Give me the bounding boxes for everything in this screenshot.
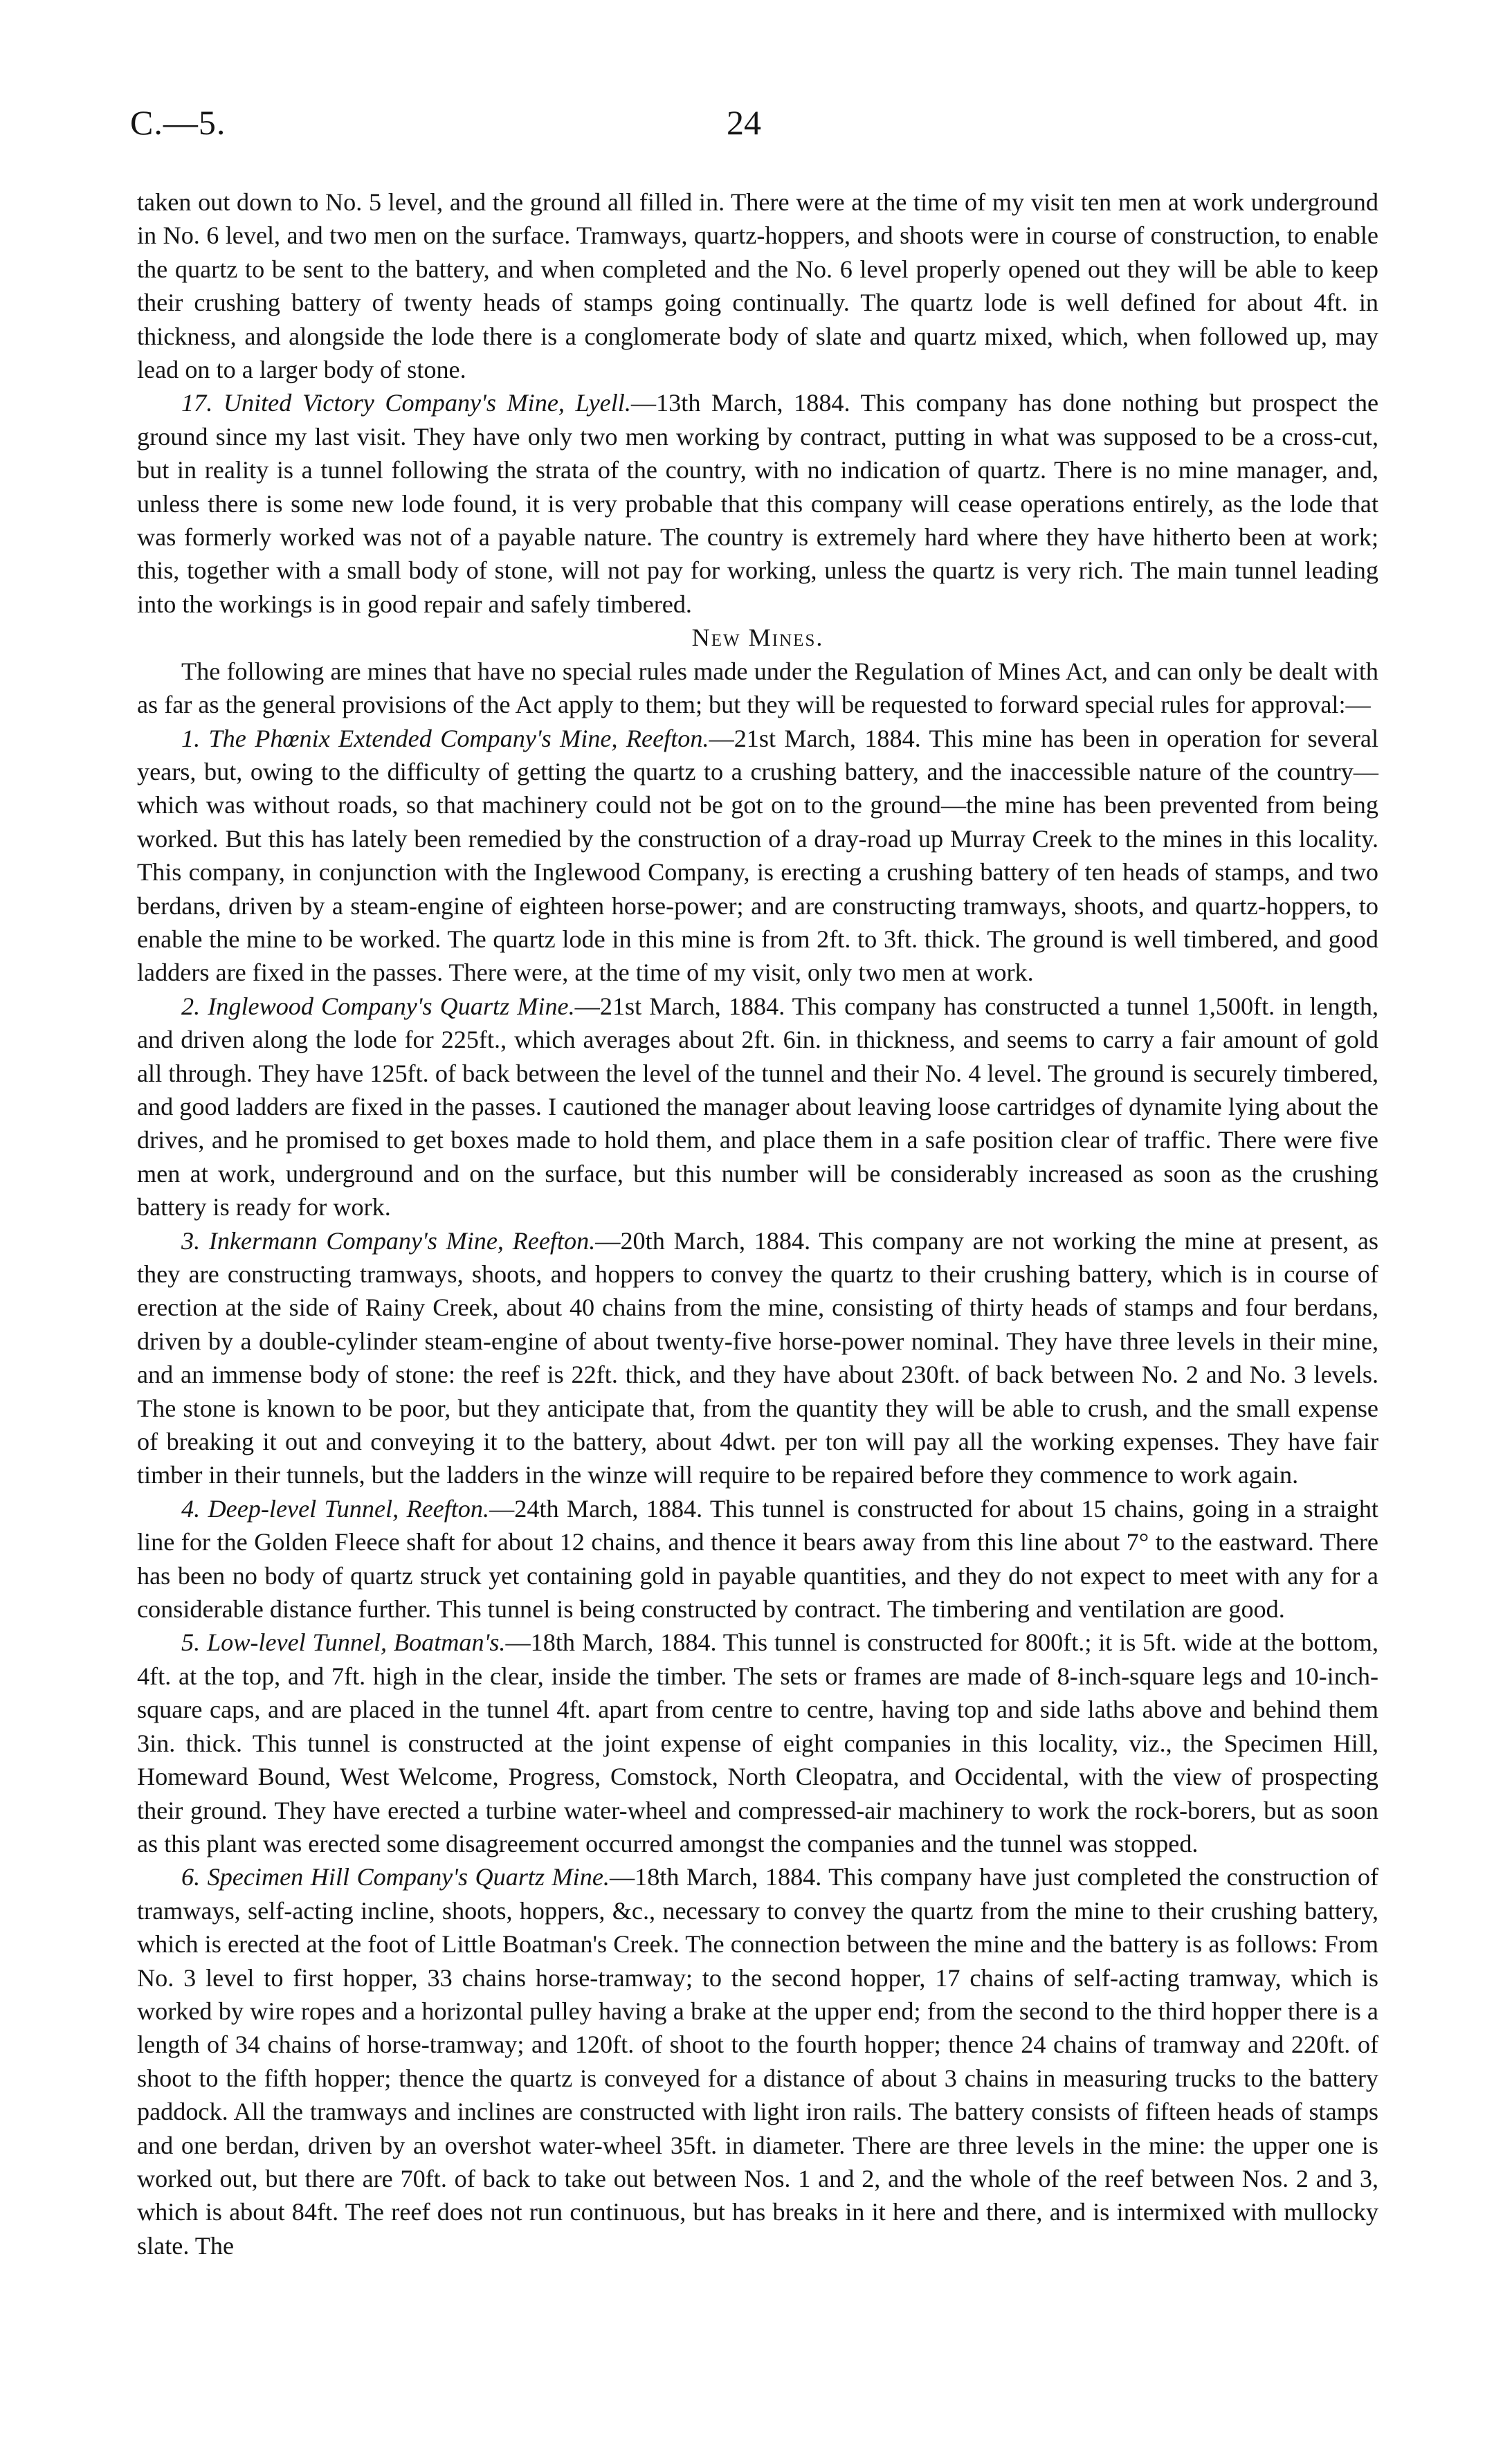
page-header <box>0 102 1512 158</box>
paragraph-continuation <box>137 185 1378 386</box>
paragraph-text: The following are mines that have no special rules made under the Regulation of Mines Act, and can only be dealt with as far as the general provisions of the Act apply to them; but they will be requested to forward special rules for approval:— <box>137 657 1378 719</box>
paragraph-united-victory <box>137 386 1378 621</box>
paragraph-title: 5. Low-level Tunnel, Boatman's. <box>181 1628 506 1657</box>
paragraph-title: 4. Deep-level Tunnel, Reefton. <box>181 1494 490 1523</box>
paragraph-phoenix-extended <box>137 722 1378 990</box>
paragraph-text: —20th March, 1884. This company are not working the mine at present, as they are constructing tramways, shoots, and hoppers to convey the quartz to their crushing battery, which is in course of erection at the side of Rainy Creek, about 40 chains from the mine, consisting of thirty heads of stamps and four berdans, driven by a double-cylinder steam-engine of about twenty-five horse-power nominal. They have three levels in their mine, and an immense body of stone: the reef is 22ft. thick, and they have about 230ft. of back between No. 2 and No. 3 levels. The stone is known to be poor, but they anticipate that, from the quantity they will be able to crush, and the small expense of breaking it out and conveying it to the battery, about 4dwt. per ton will pay all the working expenses. They have fair timber in their tunnels, but the ladders in the winze will require to be repaired before they commence to work again. <box>137 1226 1378 1489</box>
paragraph-title: 17. United Victory Company's Mine, Lyell. <box>181 389 631 417</box>
paragraph-inkermann <box>137 1224 1378 1492</box>
paragraph-deep-level-tunnel <box>137 1492 1378 1626</box>
paragraph-text: —18th March, 1884. This tunnel is constructed for 800ft.; it is 5ft. wide at the bottom, 4ft. at the top, and 7ft. high in the clear, inside the timber. The sets or frames are made of 8-inch-square legs and 10-inch-square caps, and are placed in the tunnel 4ft. apart from centre to centre, having top and side laths above and behind them 3in. thick. This tunnel is constructed at the joint expense of eight companies in this locality, viz., the Specimen Hill, Homeward Bound, West Welcome, Progress, Comstock, North Cleopatra, and Occidental, with the view of prospecting their ground. They have erected a turbine water-wheel and compressed-air machinery to work the rock-borers, but as soon as this plant was erected some disagreement occurred amongst the companies and the tunnel was stopped. <box>137 1628 1378 1858</box>
paragraph-title: 3. Inkermann Company's Mine, Reefton. <box>181 1226 596 1255</box>
document-reference: C.—5. <box>130 103 226 142</box>
paragraph-inglewood <box>137 990 1378 1224</box>
paragraph-text: —13th March, 1884. This company has done nothing but prospect the ground since my last visit. They have only two men working by contract, putting in what was supposed to be a cross-cut, but in reality is a tunnel following the strata of the country, with no indication of quartz. There is no mine manager, and, unless there is some new lode found, it is very probable that this company will cease operations entirely, as the lode that was formerly worked was not of a payable nature. The country is extremely hard where they have hitherto been at work; this, together with a small body of stone, will not pay for working, unless the quartz is very rich. The main tunnel leading into the workings is in good repair and safely timbered. <box>137 389 1379 618</box>
paragraph-text: —18th March, 1884. This company have just completed the construction of tramways, self-acting incline, shoots, hoppers, &c., necessary to convey the quartz from the mine to their crushing battery, which is erected at the foot of Little Boatman's Creek. The connection between the mine and the battery is as follows: From No. 3 level to first hopper, 33 chains horse-tramway; to the second hopper, 17 chains of self-acting tramway, which is worked by wire ropes and a horizontal pulley having a brake at the upper end; from the second to the third hopper there is a length of 34 chains of horse-tramway; and 120ft. of shoot to the fourth hopper; thence 24 chains of tramway and 220ft. of shoot to the fifth hopper; thence the quartz is conveyed for a distance of about 3 chains in measuring trucks to the battery paddock. All the tramways and inclines are constructed with light iron rails. The battery consists of fifteen heads of stamps and one berdan, driven by an overshot water-wheel 35ft. in diameter. There are three levels in the mine: the upper one is worked out, but there are 70ft. of back to take out between Nos. 1 and 2, and the whole of the reef between Nos. 2 and 3, which is about 84ft. The reef does not run continuous, but has breaks in it here and there, and is intermixed with mullocky slate. The <box>137 1863 1379 2260</box>
paragraph-specimen-hill <box>137 1860 1378 2262</box>
paragraph-text: —21st March, 1884. This mine has been in operation for several years, but, owing to the difficulty of getting the quartz to a crushing battery, and the inaccessible nature of the country—which was without roads, so that machinery could not be got on to the ground—the mine has been prevented from being worked. But this has lately been remedied by the construction of a dray-road up Murray Creek to the mines in this locality. This company, in conjunction with the Inglewood Company, is erecting a crushing battery of ten heads of stamps, and two berdans, driven by a steam-engine of eighteen horse-power; and are constructing tramways, shoots, and quartz-hoppers, to enable the mine to be worked. The quartz lode in this mine is from 2ft. to 3ft. thick. The ground is well timbered, and good ladders are fixed in the passes. There were, at the time of my visit, only two men at work. <box>137 724 1379 987</box>
section-heading-new-mines: New Mines. <box>691 624 824 652</box>
paragraph-text: —21st March, 1884. This company has constructed a tunnel 1,500ft. in length, and driven along the lode for 225ft., which averages about 2ft. 6in. in thickness, and seems to carry a fair amount of gold all through. They have 125ft. of back between the level of the tunnel and their No. 4 level. The ground is securely timbered, and good ladders are fixed in the passes. I cautioned the manager about leaving loose cartridges of dynamite lying about the drives, and he promised to get boxes made to hold them, and place them in a safe position clear of traffic. There were five men at work, underground and on the surface, but this number will be considerably increased as soon as the crushing battery is ready for work. <box>137 992 1378 1222</box>
paragraph-title: 2. Inglewood Company's Quartz Mine. <box>181 992 575 1020</box>
paragraph-title: 1. The Phœnix Extended Company's Mine, Reefton. <box>181 724 709 752</box>
page-number: 24 <box>727 103 761 142</box>
paragraph-text: taken out down to No. 5 level, and the ground all filled in. There were at the time of my visit ten men at work underground in No. 6 level, and two men on the surface. Tramways, quartz-hoppers, and shoots were in course of construction, to enable the quartz to be sent to the battery, and when completed and the No. 6 level properly opened out they will be able to keep their crushing battery of twenty heads of stamps going continually. The quartz lode is well defined for about 4ft. in thickness, and alongside the lode there is a conglomerate body of slate and quartz mixed, which, when followed up, may lead on to a larger body of stone. <box>137 188 1378 384</box>
paragraph-intro <box>137 655 1378 722</box>
paragraph-low-level-tunnel <box>137 1626 1378 1860</box>
body-text <box>137 185 1378 2262</box>
paragraph-text: —24th March, 1884. This tunnel is constructed for about 15 chains, going in a straight line for the Golden Fleece shaft for about 12 chains, and thence it bears away from this line about 7° to the eastward. There has been no body of quartz struck yet containing gold in payable quantities, and they do not expect to meet with any for a considerable distance further. This tunnel is being constructed by contract. The timbering and ventilation are good. <box>137 1494 1378 1624</box>
paragraph-title: 6. Specimen Hill Company's Quartz Mine. <box>181 1863 610 1891</box>
